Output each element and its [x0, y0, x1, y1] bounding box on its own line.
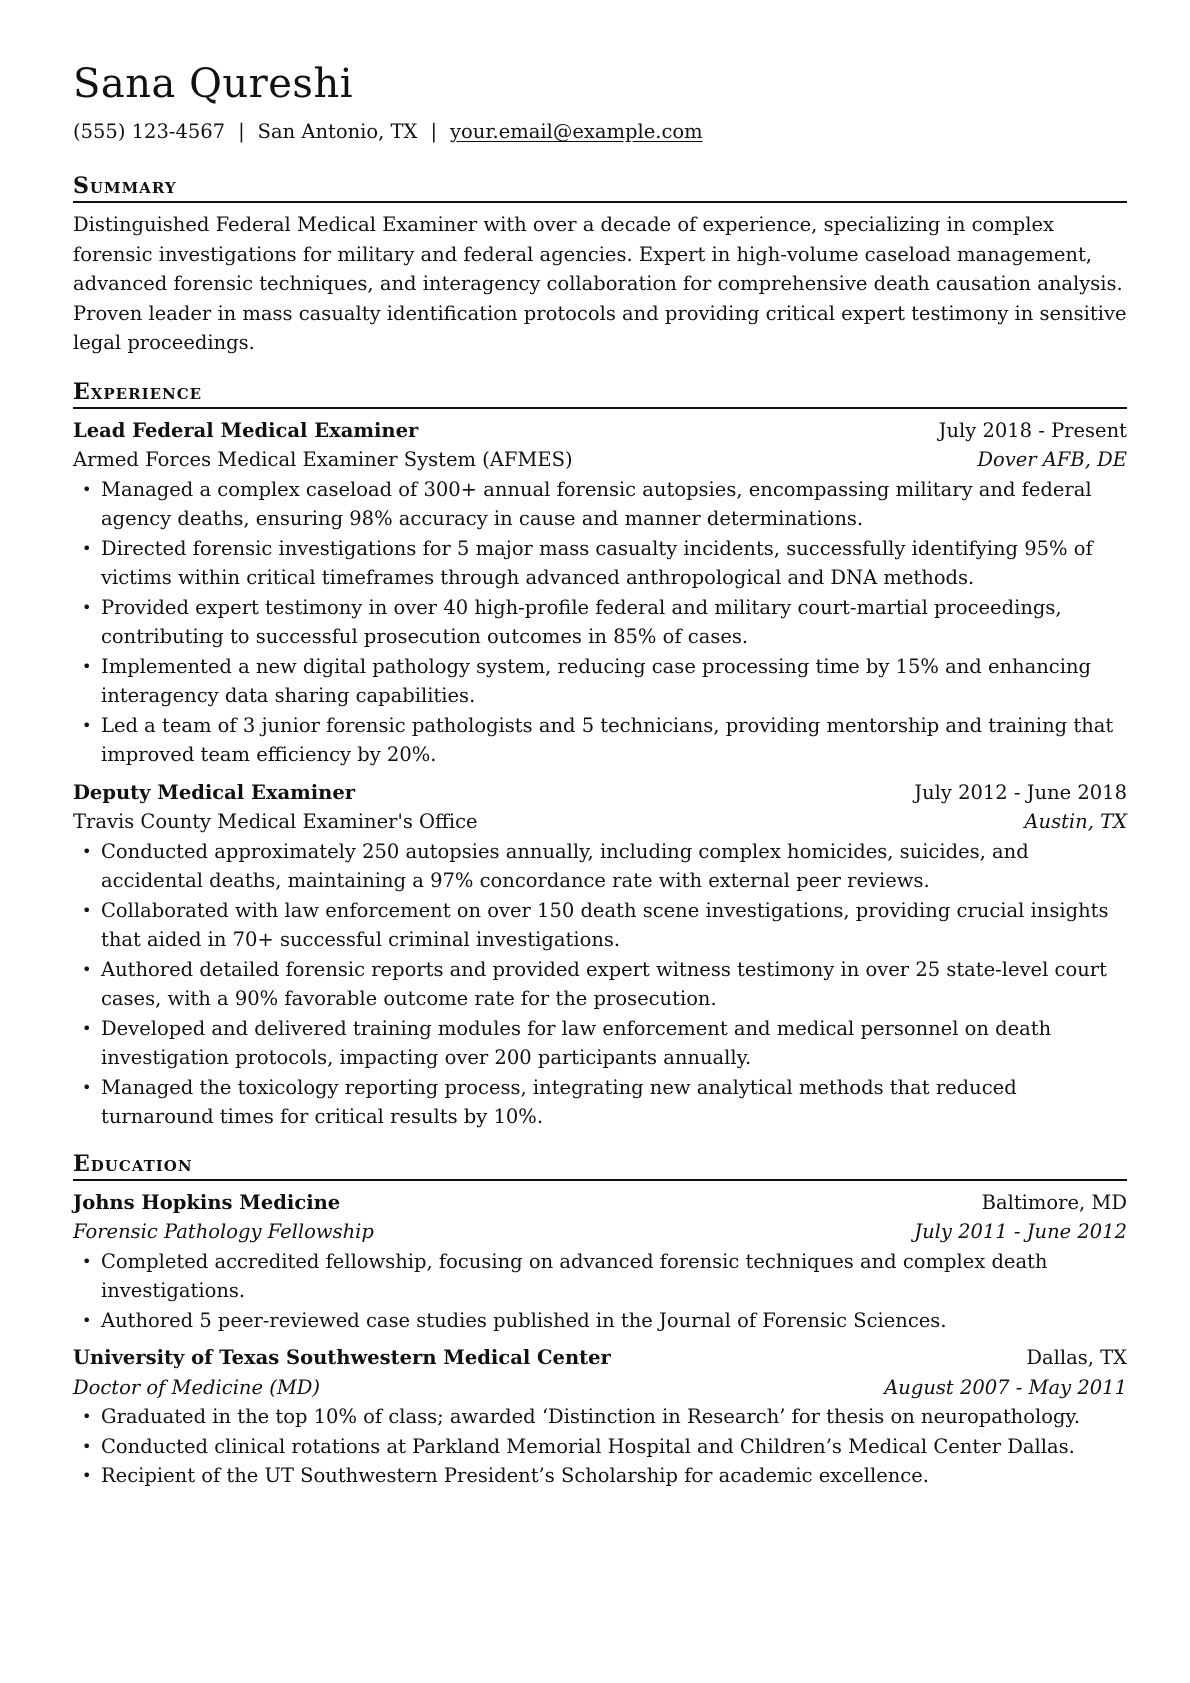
bullet-item: • Implemented a new digital pathology system, reducing case processing time by 15% and enhancing interagency data sharing capabilities.	[73, 652, 1127, 711]
job-dates: July 2018 - Present	[938, 418, 1127, 442]
job-role: Lead Federal Medical Examiner	[73, 418, 419, 442]
location-text: San Antonio, TX	[257, 120, 418, 143]
bullet-item: • Completed accredited fellowship, focusing on advanced forensic techniques and complex death investigations.	[73, 1247, 1127, 1306]
school-location: Dallas, TX	[1026, 1346, 1127, 1369]
section-title-experience: Experience	[73, 379, 1127, 409]
job-entry	[73, 416, 1127, 770]
section-title-education: Education	[73, 1151, 1127, 1181]
job-header	[73, 416, 1127, 446]
education-dates: August 2007 - May 2011	[884, 1375, 1127, 1399]
resume-page	[73, 60, 1127, 1491]
bullet-item: • Led a team of 3 junior forensic pathologists and 5 technicians, providing mentorship and training that improved team efficiency by 20%.	[73, 711, 1127, 770]
job-bullets	[73, 475, 1127, 770]
candidate-name: Sana Qureshi	[73, 61, 354, 107]
job-dates: July 2012 - June 2018	[914, 780, 1127, 804]
job-bullets	[73, 837, 1127, 1132]
bullet-item: • Authored detailed forensic reports and provided expert witness testimony in over 25 state-level court cases, with a 90% favorable outcome rate for the prosecution.	[73, 955, 1127, 1014]
experience-section	[73, 379, 1127, 1132]
job-location: Austin, TX	[1024, 810, 1127, 833]
bullet-item: • Collaborated with law enforcement on over 150 death scene investigations, providing crucial insights that aided in 70+ successful criminal investigations.	[73, 896, 1127, 955]
education-header	[73, 1188, 1127, 1218]
bullet-item: • Managed a complex caseload of 300+ annual forensic autopsies, encompassing military and federal agency deaths, ensuring 98% accuracy in cause and manner determinations.	[73, 475, 1127, 534]
school-name: University of Texas Southwestern Medical Center	[73, 1346, 611, 1369]
summary-section	[73, 173, 1127, 358]
job-header	[73, 778, 1127, 808]
job-entry	[73, 778, 1127, 1132]
bullet-item: • Developed and delivered training modules for law enforcement and medical personnel on death investigation protocols, impacting over 200 participants annually.	[73, 1014, 1127, 1073]
job-org: Travis County Medical Examiner's Office	[73, 810, 478, 833]
summary-text: Distinguished Federal Medical Examiner with over a decade of experience, specializing in complex forensic investigations for military and federal agencies. Expert in high-volume caseload management, advanced forensic techniques, and interagency collaboration for comprehensive death causation analysis. Proven leader in mass casualty identification protocols and providing critical expert testimony in sensitive legal proceedings.	[73, 213, 1127, 354]
education-section	[73, 1151, 1127, 1491]
bullet-item: • Conducted approximately 250 autopsies annually, including complex homicides, suicides, and accidental deaths, maintaining a 97% concordance rate with external peer reviews.	[73, 837, 1127, 896]
bullet-item: • Managed the toxicology reporting process, integrating new analytical methods that reduced turnaround times for critical results by 10%.	[73, 1073, 1127, 1132]
bullet-item: • Recipient of the UT Southwestern President’s Scholarship for academic excellence.	[73, 1461, 1127, 1491]
education-entry	[73, 1343, 1127, 1491]
bullet-item: • Provided expert testimony in over 40 high-profile federal and military court-martial proceedings, contributing to successful prosecution outcomes in 85% of cases.	[73, 593, 1127, 652]
education-bullets	[73, 1247, 1127, 1336]
job-org: Armed Forces Medical Examiner System (AFMES)	[73, 448, 573, 471]
school-location: Baltimore, MD	[981, 1190, 1127, 1214]
job-location: Dover AFB, DE	[977, 448, 1127, 471]
contact-line	[73, 119, 1127, 145]
education-entry	[73, 1188, 1127, 1336]
section-title-summary: Summary	[73, 173, 1127, 203]
bullet-item: • Graduated in the top 10% of class; awarded ‘Distinction in Research’ for thesis on neuropathology.	[73, 1402, 1127, 1432]
email-link[interactable]: your.email@example.com	[450, 120, 703, 143]
job-subheader	[73, 807, 1127, 837]
bullet-item: • Authored 5 peer-reviewed case studies published in the Journal of Forensic Sciences.	[73, 1306, 1127, 1336]
school-name: Johns Hopkins Medicine	[73, 1190, 341, 1214]
contact-separator: |	[430, 120, 438, 143]
degree-name: Forensic Pathology Fellowship	[73, 1220, 374, 1243]
education-subheader	[73, 1373, 1127, 1403]
degree-name: Doctor of Medicine (MD)	[73, 1375, 321, 1399]
education-subheader	[73, 1217, 1127, 1247]
contact-separator: |	[238, 120, 245, 143]
phone-number: (555) 123-4567	[73, 120, 226, 143]
bullet-item: • Directed forensic investigations for 5 major mass casualty incidents, successfully identifying 95% of victims within critical timeframes through advanced anthropological and DNA methods.	[73, 534, 1127, 593]
education-bullets	[73, 1402, 1127, 1491]
bullet-item: • Conducted clinical rotations at Parkland Memorial Hospital and Children’s Medical Center Dallas.	[73, 1432, 1127, 1462]
job-role: Deputy Medical Examiner	[73, 780, 356, 804]
job-subheader	[73, 445, 1127, 475]
education-dates: July 2011 - June 2012	[914, 1220, 1127, 1243]
education-header	[73, 1343, 1127, 1373]
